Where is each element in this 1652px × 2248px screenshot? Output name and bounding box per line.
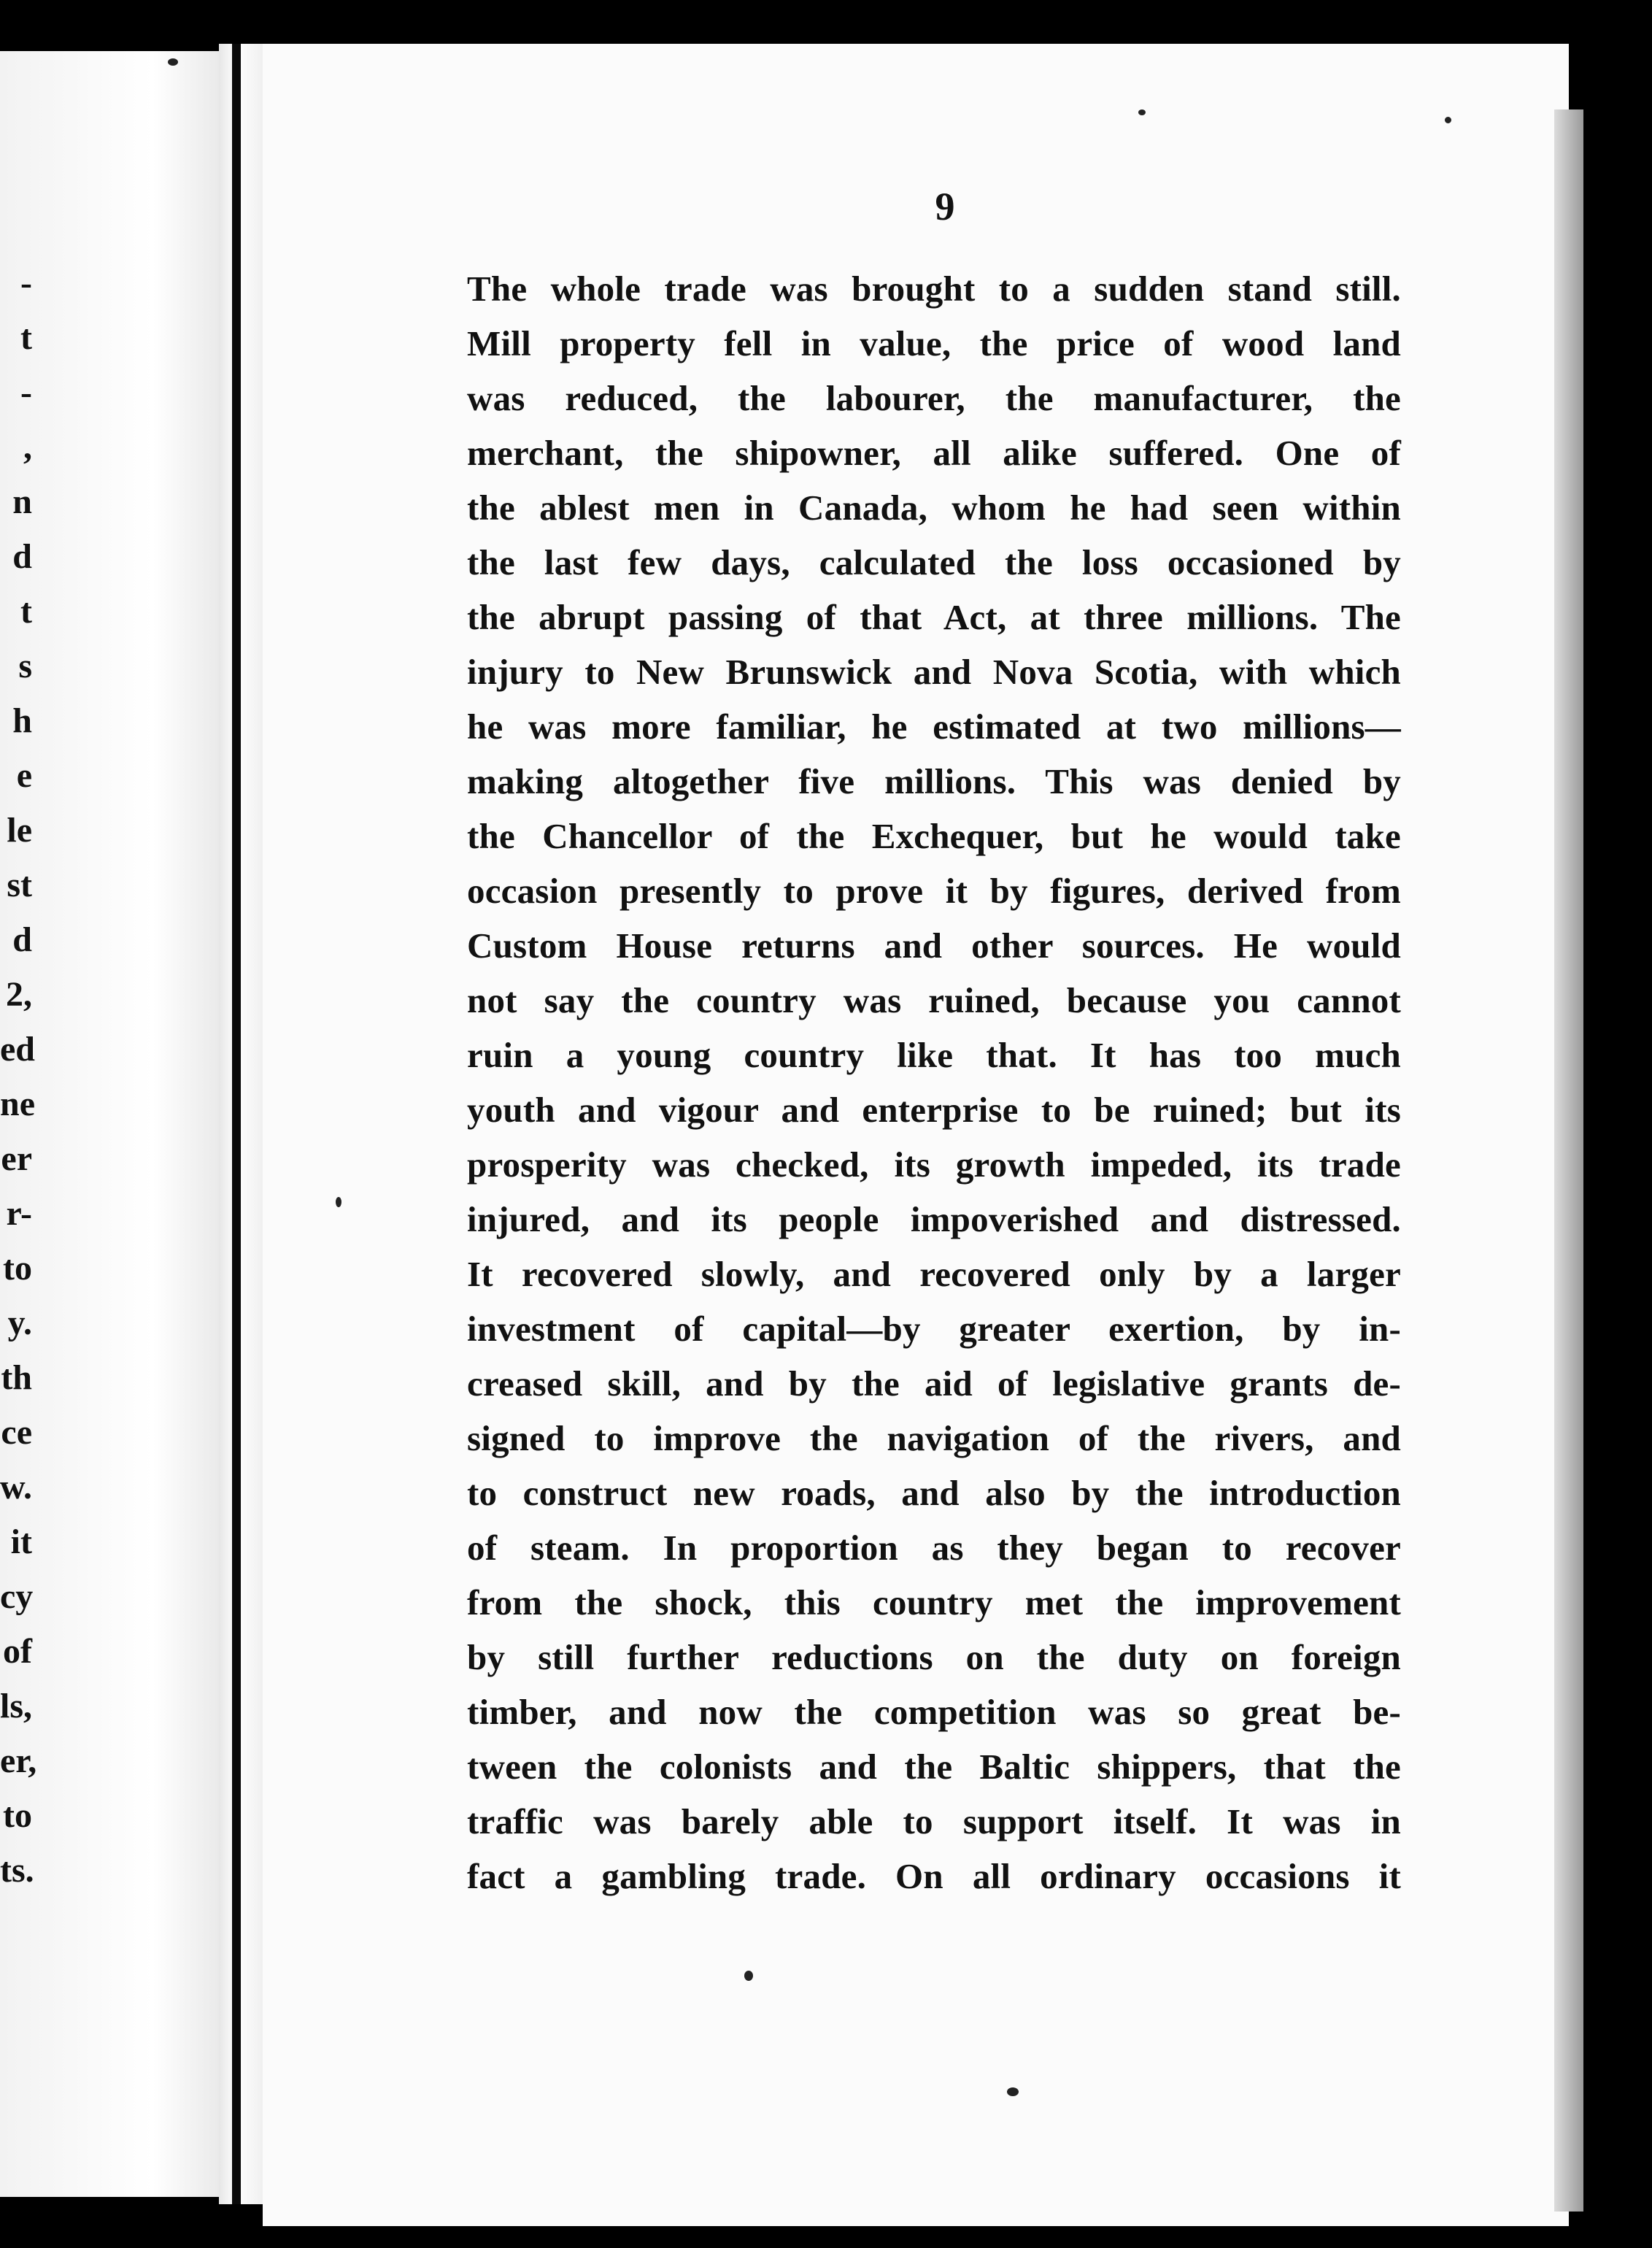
left-page-fragment: s	[18, 647, 32, 685]
text-line: the Chancellor of the Exchequer, but he would take	[467, 816, 1401, 856]
text-line: the ablest men in Canada, whom he had seen within	[467, 488, 1401, 528]
left-page-fragment: 2,	[6, 975, 32, 1014]
text-line: prosperity was checked, its growth impeded, its trade	[467, 1144, 1401, 1185]
text-line: to construct new roads, and also by the introduction	[467, 1473, 1401, 1513]
left-page-fragment: ne	[0, 1085, 35, 1123]
left-page-fragment: ts.	[0, 1851, 34, 1890]
text-line: youth and vigour and enterprise to be ruined; but its	[467, 1090, 1401, 1130]
text-line: creased skill, and by the aid of legislative grants de-	[467, 1363, 1401, 1404]
left-page-text-fragments	[0, 255, 37, 1898]
left-page-fragment: le	[7, 811, 32, 850]
left-page-fragment: er,	[0, 1741, 37, 1780]
text-line: investment of capital—by greater exertion, by in-	[467, 1309, 1401, 1349]
text-line: timber, and now the competition was so great be-	[467, 1692, 1401, 1732]
left-page-fragment: ed	[0, 1030, 35, 1069]
left-page-fragment: -	[20, 263, 32, 302]
text-line: was reduced, the labourer, the manufacturer, the	[467, 378, 1401, 418]
left-page-fragment: it	[10, 1523, 32, 1561]
left-page-fragment: -	[20, 373, 32, 412]
text-line: traffic was barely able to support itself. It was in	[467, 1801, 1401, 1841]
text-line: Mill property fell in value, the price of wood land	[467, 323, 1401, 363]
left-page-fragment: t	[20, 318, 32, 357]
text-line: tween the colonists and the Baltic shippers, that the	[467, 1747, 1401, 1787]
text-line: of steam. In proportion as they began to recover	[467, 1528, 1401, 1568]
left-page-fragment: r-	[6, 1194, 32, 1233]
text-line: fact a gambling trade. On all ordinary occasions it	[467, 1856, 1401, 1896]
left-page-fragment: e	[16, 756, 32, 795]
left-page-fragment: d	[12, 920, 32, 959]
text-line: the abrupt passing of that Act, at three millions. The	[467, 597, 1401, 637]
left-page-fragment: d	[12, 537, 32, 576]
text-line: occasion presently to prove it by figures, derived from	[467, 871, 1401, 911]
book-gutter	[219, 44, 263, 2204]
left-page-fragment: h	[12, 701, 32, 740]
text-line: making altogether five millions. This was denied by	[467, 761, 1401, 801]
left-page-fragment: to	[3, 1796, 32, 1835]
left-page-fragment: n	[12, 482, 32, 521]
text-line: injury to New Brunswick and Nova Scotia, with which	[467, 652, 1401, 692]
scan-speck	[744, 1971, 753, 1981]
text-line: ruin a young country like that. It has too much	[467, 1035, 1401, 1075]
text-line: injured, and its people impoverished and distressed.	[467, 1199, 1401, 1239]
text-line: It recovered slowly, and recovered only by a larger	[467, 1254, 1401, 1294]
text-line: signed to improve the navigation of the rivers, and	[467, 1418, 1401, 1458]
spine-shadow-line	[232, 44, 241, 2204]
scan-speck	[1007, 2087, 1019, 2096]
left-page-fragment: cy	[0, 1577, 34, 1616]
left-page-fragment: to	[3, 1249, 32, 1287]
scan-speck	[1138, 109, 1146, 115]
left-page-fragment: ce	[1, 1413, 32, 1452]
left-page-fragment: ls,	[0, 1687, 33, 1725]
text-line: from the shock, this country met the improvement	[467, 1582, 1401, 1623]
text-line: the last few days, calculated the loss occasioned by	[467, 542, 1401, 582]
text-line: he was more familiar, he estimated at two millions—	[467, 707, 1401, 747]
left-page-fragment: w.	[0, 1468, 33, 1506]
right-page-edge-shadow	[1554, 109, 1583, 2212]
text-line: by still further reductions on the duty on foreign	[467, 1637, 1401, 1677]
left-page-fragment: ,	[23, 428, 32, 466]
page-number: 9	[935, 185, 955, 228]
text-line: merchant, the shipowner, all alike suffered. One of	[467, 433, 1401, 473]
scan-speck	[336, 1197, 341, 1207]
left-page-fragment: t	[20, 592, 32, 631]
text-line: not say the country was ruined, because you cannot	[467, 980, 1401, 1020]
left-page-fragment: st	[7, 866, 32, 904]
left-page-fragment: er	[1, 1139, 32, 1178]
text-line: Custom House returns and other sources. He would	[467, 925, 1401, 966]
left-page-fragment: th	[1, 1358, 32, 1397]
body-text	[467, 261, 1401, 1904]
scan-speck	[1445, 117, 1451, 123]
left-page-fragment: of	[3, 1632, 32, 1671]
text-line: The whole trade was brought to a sudden stand still.	[467, 269, 1401, 309]
left-page-fragment: y.	[7, 1304, 32, 1342]
scan-speck	[168, 58, 178, 66]
